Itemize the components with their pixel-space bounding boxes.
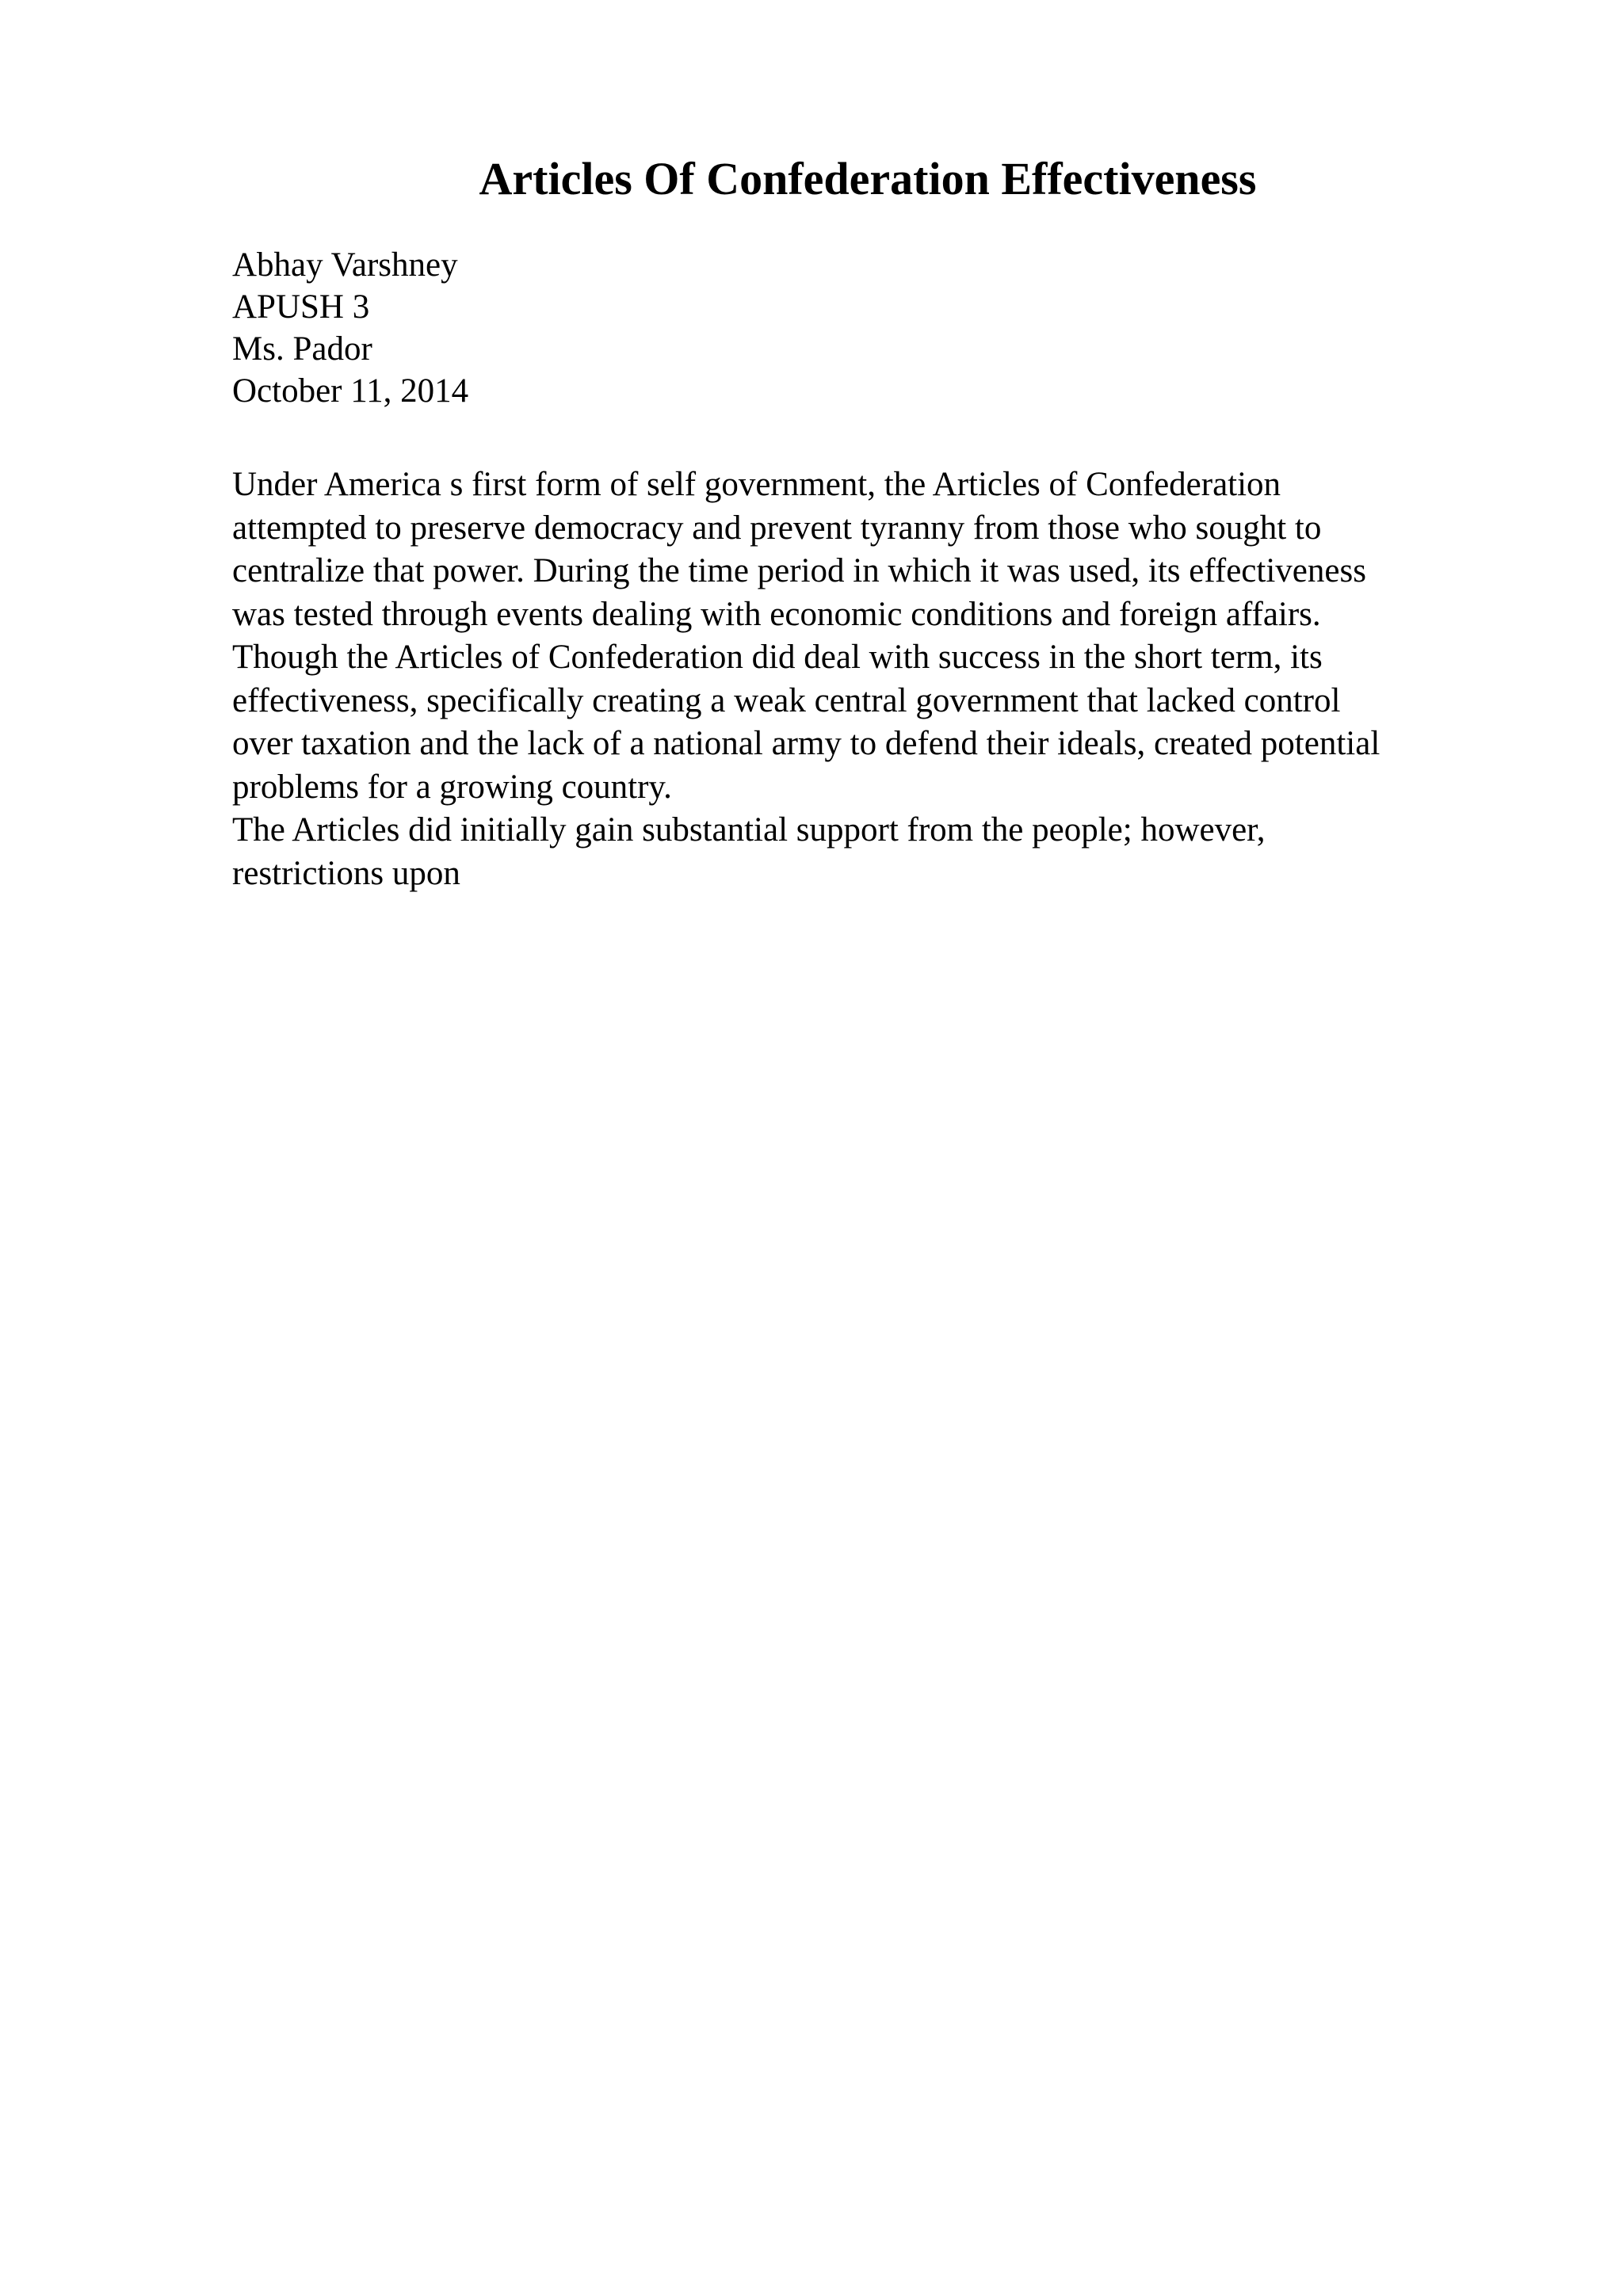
body-line: over taxation and the lack of a national army to defend their ideals, created potential (232, 725, 1381, 762)
body-line: Under America s first form of self government, the Articles of Confederation (232, 466, 1281, 503)
document-date: October 11, 2014 (232, 372, 469, 410)
body-line: attempted to preserve democracy and prevent tyranny from those who sought to (232, 509, 1322, 547)
document-header (232, 244, 468, 412)
essay-body (232, 463, 1380, 895)
author-name: Abhay Varshney (232, 246, 458, 284)
body-line: Though the Articles of Confederation did deal with success in the short term, its (232, 639, 1323, 676)
body-line: The Articles did initially gain substantial support from the people; however, (232, 811, 1266, 849)
body-line: effectiveness, specifically creating a weak central government that lacked control (232, 681, 1341, 719)
teacher-name: Ms. Pador (232, 330, 372, 368)
body-line: restrictions upon (232, 854, 460, 892)
document-title: Articles Of Confederation Effectiveness (479, 153, 1257, 204)
body-line: was tested through events dealing with economic conditions and foreign affairs. (232, 595, 1321, 633)
course-name: APUSH 3 (232, 288, 370, 326)
body-line: centralize that power. During the time period in which it was used, its effectiveness (232, 552, 1366, 589)
body-line: problems for a growing country. (232, 768, 672, 806)
